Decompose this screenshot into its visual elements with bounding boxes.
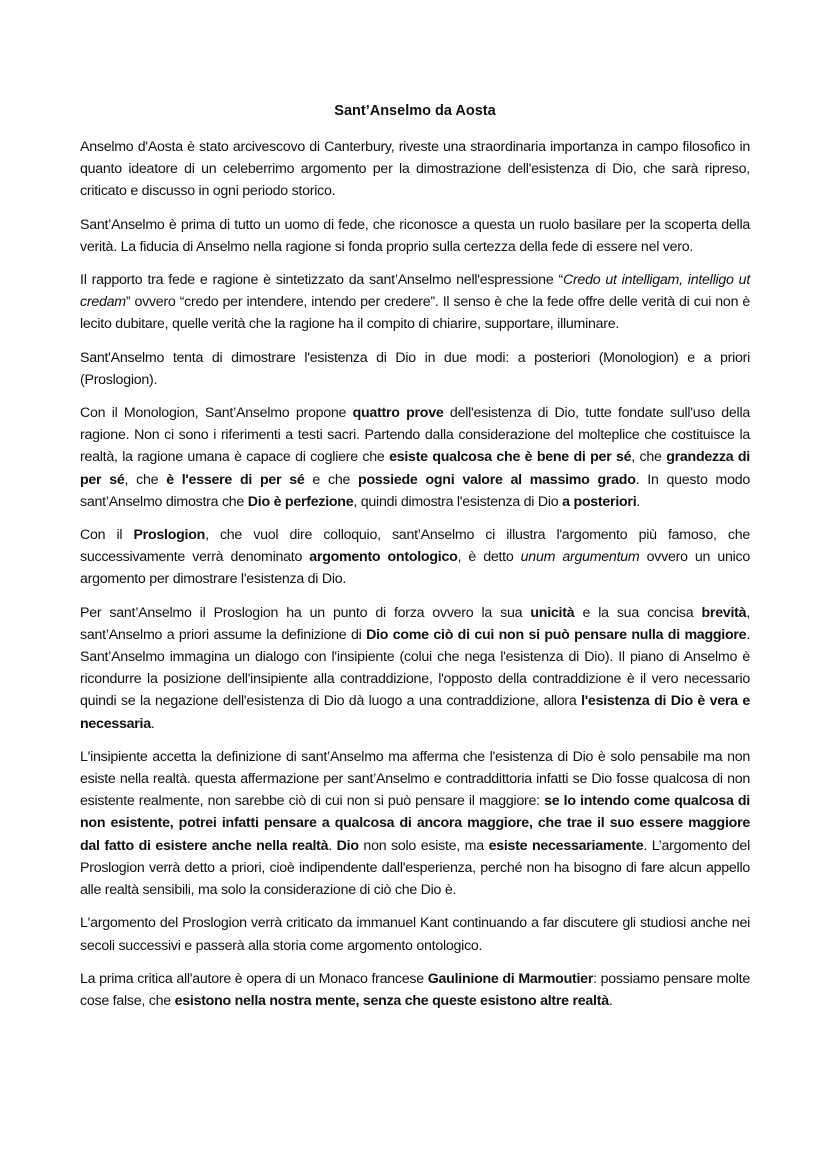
text-run: e la sua concisa bbox=[574, 604, 702, 621]
text-run: non solo esiste, ma bbox=[358, 837, 489, 854]
bold-text: argomento ontologico bbox=[309, 549, 458, 566]
text-run: . In questo modo sant’Anselmo dimostra che bbox=[80, 471, 751, 510]
text-run: Con il Monologion, Sant’Anselmo propone bbox=[80, 405, 353, 422]
text-run: Sant'Anselmo tenta di dimostrare l'esistenza di Dio in due modi: a posteriori (Monologion) e a priori (Proslogion). bbox=[80, 349, 750, 388]
paragraph bbox=[80, 524, 750, 591]
text-run: La prima critica all'autore è opera di un Monaco francese bbox=[80, 970, 428, 987]
text-run: . L’argomento del Proslogion verrà detto a priori, cioè indipendente dall'esperienza, perché non ha bisogno di fare alcun appello alle realtà sensibili, ma solo la considerazione di ciò che Dio è. bbox=[80, 837, 750, 899]
text-run: . Sant’Anselmo immagina un dialogo con l'insipiente (colui che nega l'esistenza di Dio). Il piano di Anselmo è ricondurre la posizione dell'insipiente alla contraddizione, l'opposto della contraddizione è il vero necessario quindi se la negazione dell'esistenza di Dio dà luogo a una contraddizione, allora bbox=[80, 626, 751, 710]
text-run: , che vuol dire colloquio, sant’Anselmo ci illustra l'argomento più famoso, che successivamente verrà denominato bbox=[80, 527, 750, 566]
paragraph bbox=[80, 602, 750, 735]
italic-text: Credo ut intelligam, intelligo ut credam bbox=[80, 272, 751, 311]
bold-text: esiste necessariamente bbox=[488, 837, 644, 854]
bold-text: se lo intendo come qualcosa di non esistente, potrei infatti pensare a qualcosa di ancora maggiore, che trae il suo essere maggiore dal fatto di esistere anche nella realtà bbox=[80, 793, 750, 854]
text-run: L'insipiente accetta la definizione di sant’Anselmo ma afferma che l'esistenza di Dio è solo pensabile ma non esiste nella realtà. questa affermazione per sant’Anselmo e contraddittoria infatti se Dio fosse qualcosa di non esistente realmente, non sarebbe ciò di cui non si può pensare il maggiore: bbox=[80, 748, 750, 810]
bold-text: è l'essere di per sé bbox=[166, 471, 305, 488]
text-run: e che bbox=[304, 471, 359, 488]
document-body bbox=[80, 136, 750, 1012]
text-run: Per sant’Anselmo il Proslogion ha un punto di forza ovvero la sua bbox=[80, 604, 531, 621]
bold-text: l'esistenza di Dio è vera e necessaria bbox=[80, 693, 751, 732]
document-title: Sant’Anselmo da Aosta bbox=[334, 103, 496, 119]
text-run: . bbox=[328, 837, 337, 854]
text-run: Con il bbox=[80, 527, 134, 544]
paragraph bbox=[80, 347, 750, 391]
text-run: , è detto bbox=[457, 549, 521, 566]
text-run: . bbox=[150, 715, 155, 732]
bold-text: possiede ogni valore al massimo grado bbox=[358, 471, 636, 488]
paragraph bbox=[80, 746, 750, 901]
bold-text: Dio come ciò di cui non si può pensare nulla di maggiore bbox=[366, 626, 747, 643]
paragraph bbox=[80, 968, 750, 1012]
bold-text: Proslogion bbox=[133, 527, 206, 544]
text-run: ovvero un unico argomento per dimostrare l'esistenza di Dio. bbox=[80, 549, 751, 588]
paragraph bbox=[80, 402, 750, 513]
text-run: . bbox=[636, 493, 641, 510]
paragraph bbox=[80, 912, 750, 956]
text-run: Anselmo d'Aosta è stato arcivescovo di Canterbury, riveste una straordinaria importanza in campo filosofico in quanto ideatore di un celeberrimo argomento per la dimostrazione dell'esistenza di Dio, che sarà ripreso, criticato e discusso in ogni periodo storico. bbox=[80, 139, 750, 200]
text-run: . bbox=[608, 992, 613, 1009]
document-page bbox=[80, 100, 750, 1023]
text-run: , sant’Anselmo a priori assume la definizione di bbox=[80, 604, 750, 643]
bold-text: Dio è perfezione bbox=[247, 493, 354, 510]
text-run: ” ovvero “credo per intendere, intendo per credere”. Il senso è che la fede offre delle verità di cui non è lecito dubitare, quelle verità che la ragione ha il compito di chiarire, supportare, illuminare. bbox=[80, 294, 750, 333]
bold-text: brevità bbox=[701, 604, 747, 621]
bold-text: grandezza di per sé bbox=[80, 449, 750, 488]
bold-text: esiste qualcosa che è bene di per sé bbox=[389, 449, 632, 466]
text-run: , quindi dimostra l'esistenza di Dio bbox=[353, 493, 563, 510]
bold-text: , senza che queste esistono altre realtà bbox=[355, 992, 609, 1009]
bold-text: quattro prove bbox=[352, 405, 444, 422]
text-run: , che bbox=[124, 471, 167, 488]
bold-text: Dio bbox=[336, 837, 359, 854]
text-run: : possiamo pensare molte cose false, che bbox=[80, 970, 750, 1009]
text-run: dell'esistenza di Dio, tutte fondate sull'uso della ragione. Non ci sono i riferimenti a testi sacri. Partendo dalla considerazione del molteplice che costituisce la realtà, la ragione umana è capace di cogliere che bbox=[80, 405, 750, 466]
paragraph bbox=[80, 214, 750, 258]
text-run: L'argomento del Proslogion verrà criticato da immanuel Kant continuando a far discutere gli studiosi anche nei secoli successivi e passerà alla storia come argomento ontologico. bbox=[80, 915, 750, 954]
bold-text: esistono nella nostra mente bbox=[174, 992, 356, 1009]
bold-text: unicità bbox=[530, 604, 575, 621]
bold-text: a posteriori bbox=[562, 493, 637, 510]
paragraph bbox=[80, 136, 750, 203]
text-run: , che bbox=[631, 449, 667, 466]
bold-text: Gaulinione di Marmoutier bbox=[427, 970, 594, 987]
paragraph bbox=[80, 269, 750, 336]
text-run: Il rapporto tra fede e ragione è sintetizzato da sant’Anselmo nell'espressione “ bbox=[80, 272, 563, 289]
text-run: Sant’Anselmo è prima di tutto un uomo di fede, che riconosce a questa un ruolo basilare per la scoperta della verità. La fiducia di Anselmo nella ragione si fonda proprio sulla certezza della fede di essere nel vero. bbox=[80, 216, 750, 255]
italic-text: unum argumentum bbox=[520, 549, 640, 566]
